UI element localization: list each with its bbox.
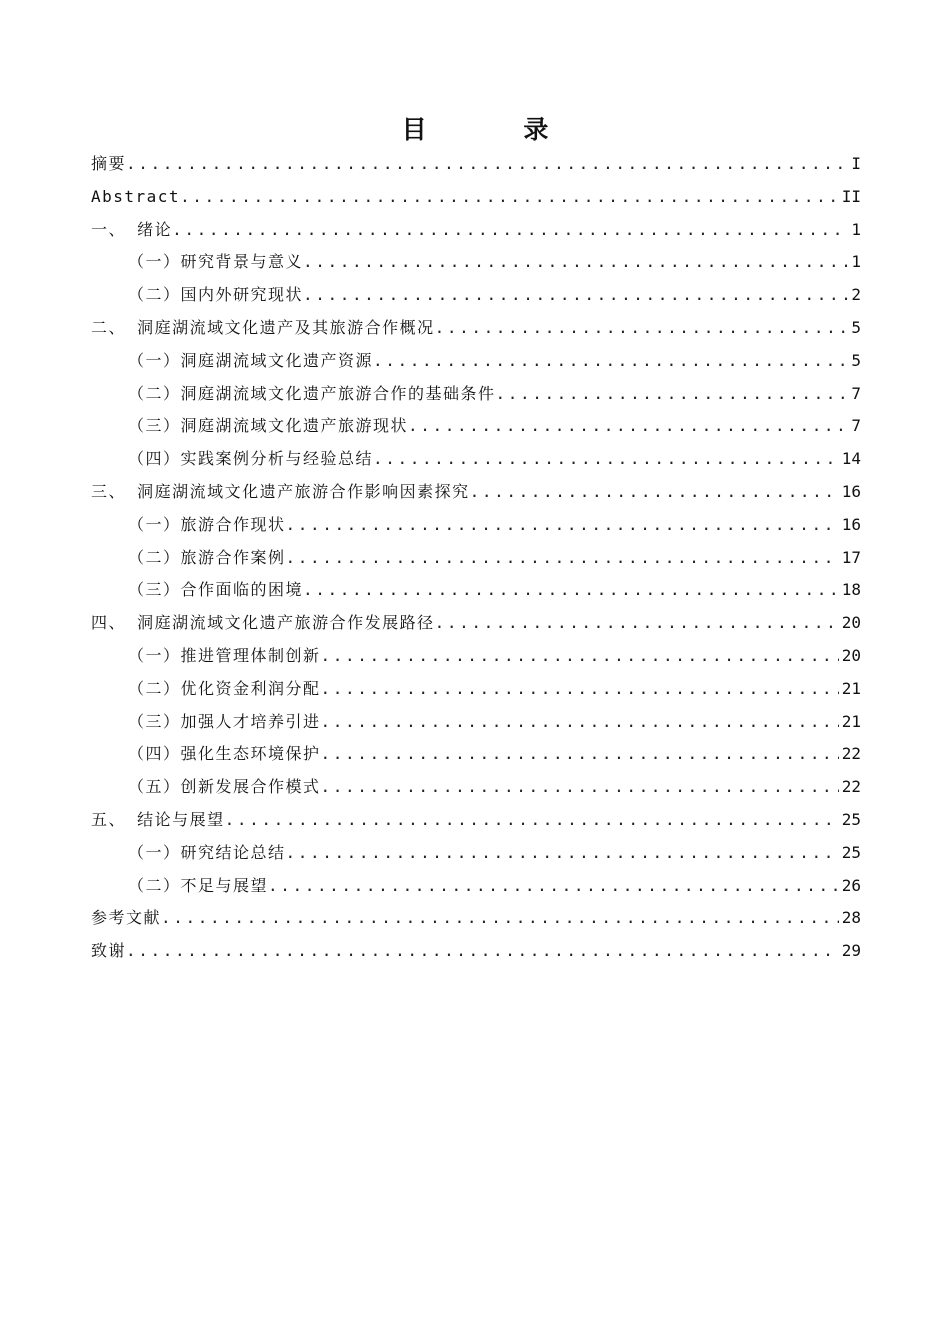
toc-entry-page-number: 29: [841, 941, 861, 961]
toc-entry[interactable]: [91, 574, 861, 607]
toc-entry-label: （二）优化资金利润分配: [128, 678, 321, 698]
toc-entry-label: 参考文献: [91, 908, 162, 928]
toc-entry-page-number: 28: [841, 908, 861, 928]
dot-leader: [470, 476, 839, 509]
toc-entry-page-number: 2: [851, 285, 861, 305]
dot-leader: [408, 410, 848, 443]
toc-entry[interactable]: [91, 902, 861, 935]
dot-leader: [321, 673, 839, 706]
dot-leader: [435, 607, 839, 640]
toc-entry-page-number: 16: [841, 481, 861, 501]
dot-leader: [172, 214, 848, 247]
toc-entry[interactable]: [91, 214, 861, 247]
toc-entry[interactable]: [91, 738, 861, 771]
toc-entry-label: （三）洞庭湖流域文化遗产旅游现状: [128, 416, 409, 436]
toc-entry-label: （一）推进管理体制创新: [128, 645, 321, 665]
toc-entry-label: （二）国内外研究现状: [128, 285, 304, 305]
toc-entry-label: （一）旅游合作现状: [128, 514, 286, 534]
toc-entry-page-number: 20: [841, 613, 861, 633]
toc-entry-page-number: 18: [841, 580, 861, 600]
dot-leader: [268, 870, 839, 903]
toc-entry-page-number: 25: [841, 842, 861, 862]
toc-entry[interactable]: [91, 476, 861, 509]
toc-list: [91, 148, 861, 968]
toc-entry[interactable]: [91, 509, 861, 542]
dot-leader: [496, 378, 849, 411]
toc-entry-label: （一）研究背景与意义: [128, 252, 304, 272]
dot-leader: [321, 706, 839, 739]
toc-entry[interactable]: [91, 410, 861, 443]
toc-entry-label: 三、 洞庭湖流域文化遗产旅游合作影响因素探究: [91, 481, 470, 501]
toc-entry[interactable]: [91, 542, 861, 575]
dot-leader: [303, 574, 839, 607]
toc-entry-page-number: 1: [851, 219, 861, 239]
toc-entry-label: 四、 洞庭湖流域文化遗产旅游合作发展路径: [91, 613, 435, 633]
toc-entry[interactable]: [91, 804, 861, 837]
toc-entry[interactable]: [91, 148, 861, 181]
toc-entry[interactable]: [91, 443, 861, 476]
toc-entry-label: 致谢: [91, 941, 127, 961]
toc-entry-page-number: 17: [841, 547, 861, 567]
dot-leader: [321, 771, 839, 804]
toc-entry-page-number: 5: [851, 317, 861, 337]
toc-entry[interactable]: [91, 181, 861, 214]
toc-entry-label: 二、 洞庭湖流域文化遗产及其旅游合作概况: [91, 317, 435, 337]
toc-entry-page-number: II: [841, 186, 861, 206]
toc-entry-label: （五）创新发展合作模式: [128, 777, 321, 797]
dot-leader: [126, 935, 839, 968]
toc-entry-label: 五、 结论与展望: [91, 809, 225, 829]
toc-entry[interactable]: [91, 935, 861, 968]
toc-entry-label: （二）不足与展望: [128, 875, 269, 895]
toc-entry-label: （四）强化生态环境保护: [128, 744, 321, 764]
dot-leader: [286, 837, 839, 870]
toc-entry-page-number: 25: [841, 809, 861, 829]
dot-leader: [321, 738, 839, 771]
dot-leader: [373, 345, 848, 378]
toc-title: 目 录: [401, 115, 593, 144]
dot-leader: [373, 443, 839, 476]
toc-entry[interactable]: [91, 673, 861, 706]
toc-entry[interactable]: [91, 771, 861, 804]
toc-entry-label: （三）加强人才培养引进: [128, 711, 321, 731]
toc-entry[interactable]: [91, 607, 861, 640]
toc-entry[interactable]: [91, 279, 861, 312]
dot-leader: [286, 509, 839, 542]
toc-entry-label: 一、 绪论: [91, 219, 173, 239]
toc-entry-page-number: 16: [841, 514, 861, 534]
dot-leader: [161, 902, 839, 935]
dot-leader: [225, 804, 839, 837]
toc-entry-page-number: 21: [841, 678, 861, 698]
dot-leader: [126, 148, 848, 181]
toc-entry-label: （一）研究结论总结: [128, 842, 286, 862]
toc-entry-page-number: 7: [851, 383, 861, 403]
toc-entry-label: 摘要: [91, 154, 127, 173]
toc-entry[interactable]: [91, 640, 861, 673]
toc-entry-page-number: 1: [851, 252, 861, 272]
toc-entry-page-number: 21: [841, 711, 861, 731]
toc-entry-page-number: I: [851, 154, 861, 173]
toc-entry[interactable]: [91, 378, 861, 411]
toc-entry[interactable]: [91, 312, 861, 345]
toc-entry[interactable]: [91, 837, 861, 870]
toc-entry-label: （二）旅游合作案例: [128, 547, 286, 567]
toc-entry-page-number: 14: [841, 449, 861, 469]
dot-leader: [303, 279, 848, 312]
toc-entry-page-number: 26: [841, 875, 861, 895]
toc-entry[interactable]: [91, 706, 861, 739]
toc-entry-label: （三）合作面临的困境: [128, 580, 304, 600]
toc-entry-label: （四）实践案例分析与经验总结: [128, 449, 374, 469]
toc-entry-page-number: 5: [851, 350, 861, 370]
toc-entry-label: Abstract: [91, 186, 181, 206]
dot-leader: [435, 312, 849, 345]
dot-leader: [321, 640, 839, 673]
dot-leader: [286, 542, 839, 575]
toc-entry-label: （一）洞庭湖流域文化遗产资源: [128, 350, 374, 370]
toc-entry-page-number: 22: [841, 744, 861, 764]
toc-entry[interactable]: [91, 870, 861, 903]
dot-leader: [180, 181, 839, 214]
toc-entry[interactable]: [91, 345, 861, 378]
toc-entry-page-number: 22: [841, 777, 861, 797]
dot-leader: [303, 246, 848, 279]
toc-entry[interactable]: [91, 246, 861, 279]
toc-entry-page-number: 7: [851, 416, 861, 436]
toc-entry-page-number: 20: [841, 645, 861, 665]
toc-entry-label: （二）洞庭湖流域文化遗产旅游合作的基础条件: [128, 383, 496, 403]
